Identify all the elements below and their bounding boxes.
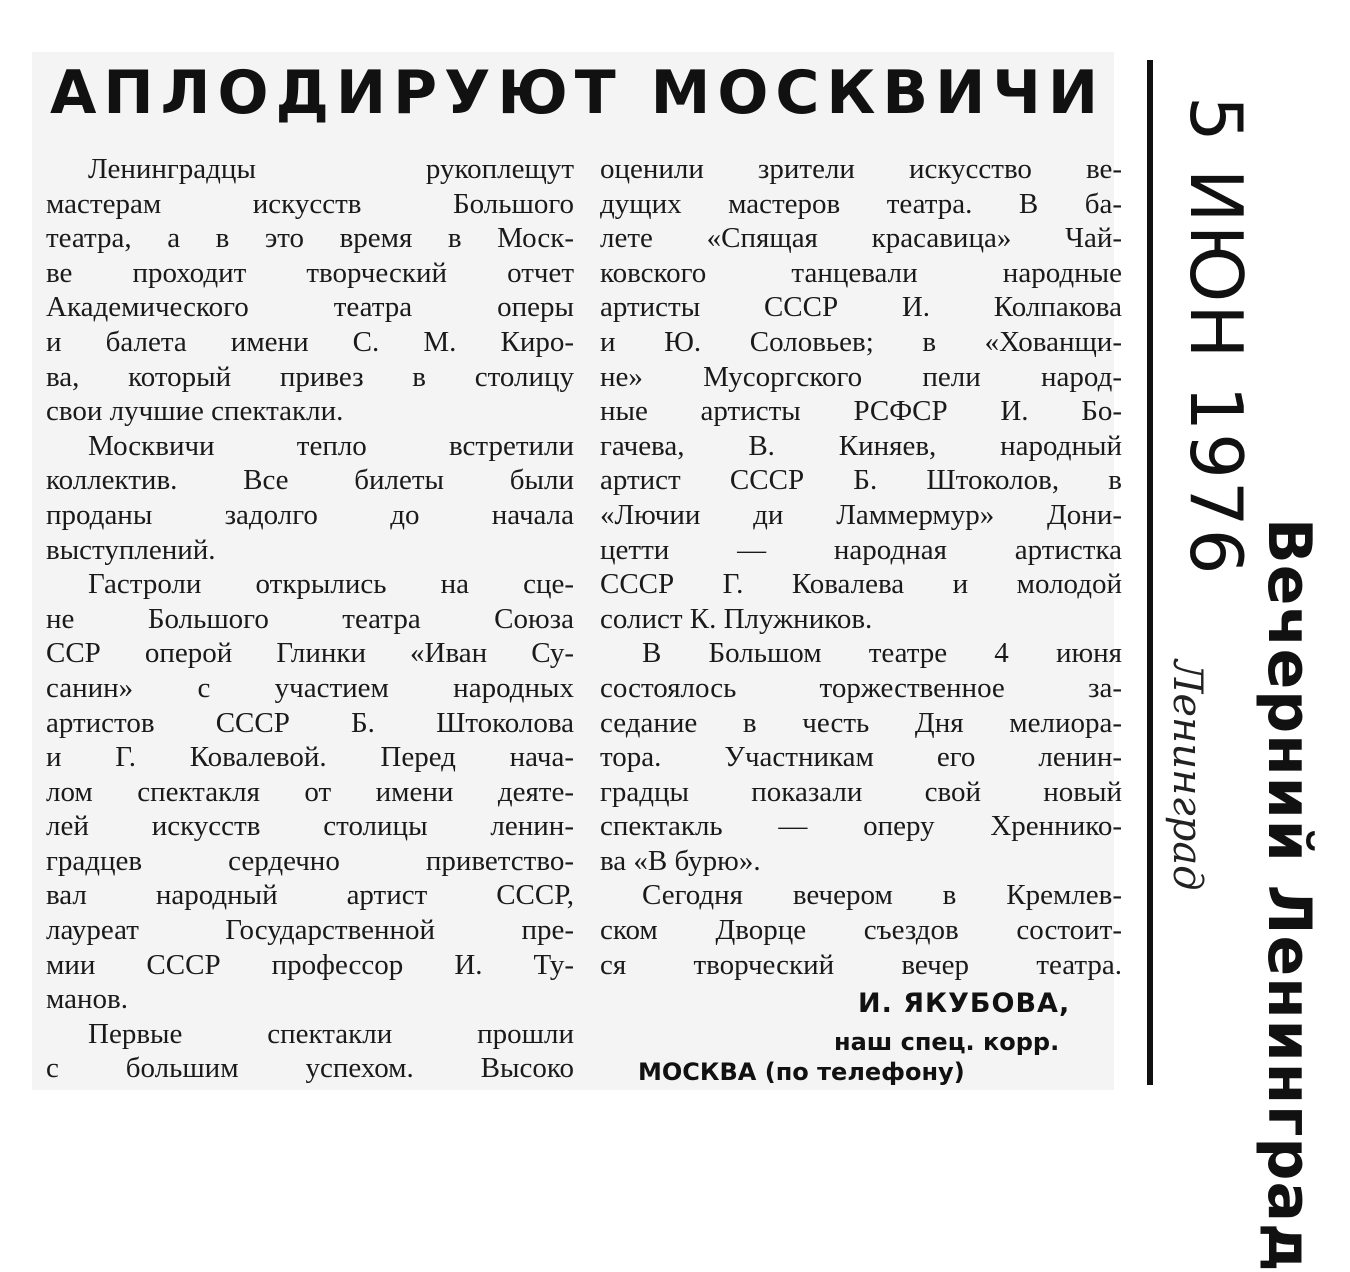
article-text-line: состоялось торжественное за- — [600, 671, 1122, 704]
article-column-left — [46, 152, 574, 1086]
article-text-line: мастерам искусств Большого — [46, 187, 574, 220]
article-text-line: вал народный артист СССР, — [46, 879, 574, 912]
article-text-line: спектакль — оперу Хреннико- — [600, 810, 1122, 843]
article-text-line: солист К. Плужников. — [600, 602, 873, 635]
author-position: наш спец. корр. — [834, 1028, 1060, 1056]
article-text-line: Первые спектакли прошли — [88, 1017, 574, 1050]
article-text-line: коллектив. Все билеты были — [46, 464, 574, 497]
article-text-line: артистов СССР Б. Штоколова — [46, 706, 574, 739]
date-stamp: 5 ИЮН 1976 — [1174, 96, 1258, 577]
article-text-line: Сегодня вечером в Кремлев- — [642, 879, 1122, 912]
article-text-line: ССР оперой Глинки «Иван Су- — [46, 637, 574, 670]
author-name: И. ЯКУБОВА, — [858, 988, 1071, 1019]
article-text-line: артист СССР Б. Штоколов, в — [600, 464, 1122, 497]
dateline-location: МОСКВА (по телефону) — [638, 1058, 965, 1086]
article-text-line: дущих мастеров театра. В ба- — [600, 187, 1122, 220]
article-text-line: В Большом театре 4 июня — [642, 637, 1122, 670]
article-text-line: не» Мусоргского пели народ- — [600, 360, 1122, 393]
article-text-line: оценили зрители искусство ве- — [600, 153, 1122, 185]
article-headline: АПЛОДИРУЮТ МОСКВИЧИ — [50, 58, 1106, 128]
article-text-line: тора. Участникам его ленин- — [600, 741, 1122, 774]
article-text-line: выступлений. — [46, 533, 216, 566]
article-text-line: «Лючии ди Ламмермур» Дони- — [600, 498, 1122, 531]
article-text-line: лей искусств столицы ленин- — [46, 810, 574, 843]
article-text-line: мии СССР профессор И. Ту- — [46, 948, 574, 981]
handwritten-note: Ленинград — [1164, 660, 1210, 891]
article-text-line: лом спектакля от имени деяте- — [46, 775, 574, 808]
article-text-line: ся творческий вечер театра. — [600, 948, 1122, 981]
article-text-line: и балета имени С. М. Киро- — [46, 325, 574, 358]
article-text-line: гачева, В. Киняев, народный — [600, 429, 1122, 462]
article-column-right — [600, 152, 1122, 982]
article-text-line: ском Дворце съездов состоит- — [600, 914, 1122, 947]
article-text-line: санин» с участием народных — [46, 671, 574, 704]
article-text-line: цетти — народная артистка — [600, 533, 1122, 566]
article-text-line: ковского танцевали народные — [600, 256, 1122, 289]
article-text-line: манов. — [46, 983, 128, 1016]
article-text-line: и Г. Ковалевой. Перед нача- — [46, 741, 574, 774]
article-text-line: седание в честь Дня мелиора- — [600, 706, 1122, 739]
article-text-line: ва, который привез в столицу — [46, 360, 574, 393]
article-text-line: свои лучшие спектакли. — [46, 395, 344, 428]
article-text-line: Академического театра оперы — [46, 291, 574, 324]
article-text-line: ва «В бурю». — [600, 844, 761, 877]
article-text-line: Гастроли открылись на сце- — [88, 568, 574, 601]
article-text-line: и Ю. Соловьев; в «Хованщи- — [600, 325, 1122, 358]
article-text-line: с большим успехом. Высоко — [46, 1052, 574, 1085]
article-text-line: лете «Спящая красавица» Чай- — [600, 222, 1122, 255]
article-text-line: театра, а в это время в Моск- — [46, 222, 574, 255]
article-text-line: градцев сердечно приветство- — [46, 844, 574, 877]
article-text-line: градцы показали свой новый — [600, 775, 1122, 808]
publication-stamp: Вечерний Ленинград — [1254, 518, 1324, 1272]
article-text-line: ве проходит творческий отчет — [46, 256, 574, 289]
article-text-line: лауреат Государственной пре- — [46, 914, 574, 947]
article-text-line: Ленинградцы рукоплещут — [88, 153, 574, 185]
article-text-line: ные артисты РСФСР И. Бо- — [600, 395, 1122, 428]
article-text-line: не Большого театра Союза — [46, 602, 574, 635]
article-text-line: СССР Г. Ковалева и молодой — [600, 568, 1122, 601]
article-text-line: Москвичи тепло встретили — [88, 429, 574, 462]
margin-divider-line — [1147, 60, 1153, 1085]
article-text-line: артисты СССР И. Колпакова — [600, 291, 1122, 324]
article-text-line: проданы задолго до начала — [46, 498, 574, 531]
